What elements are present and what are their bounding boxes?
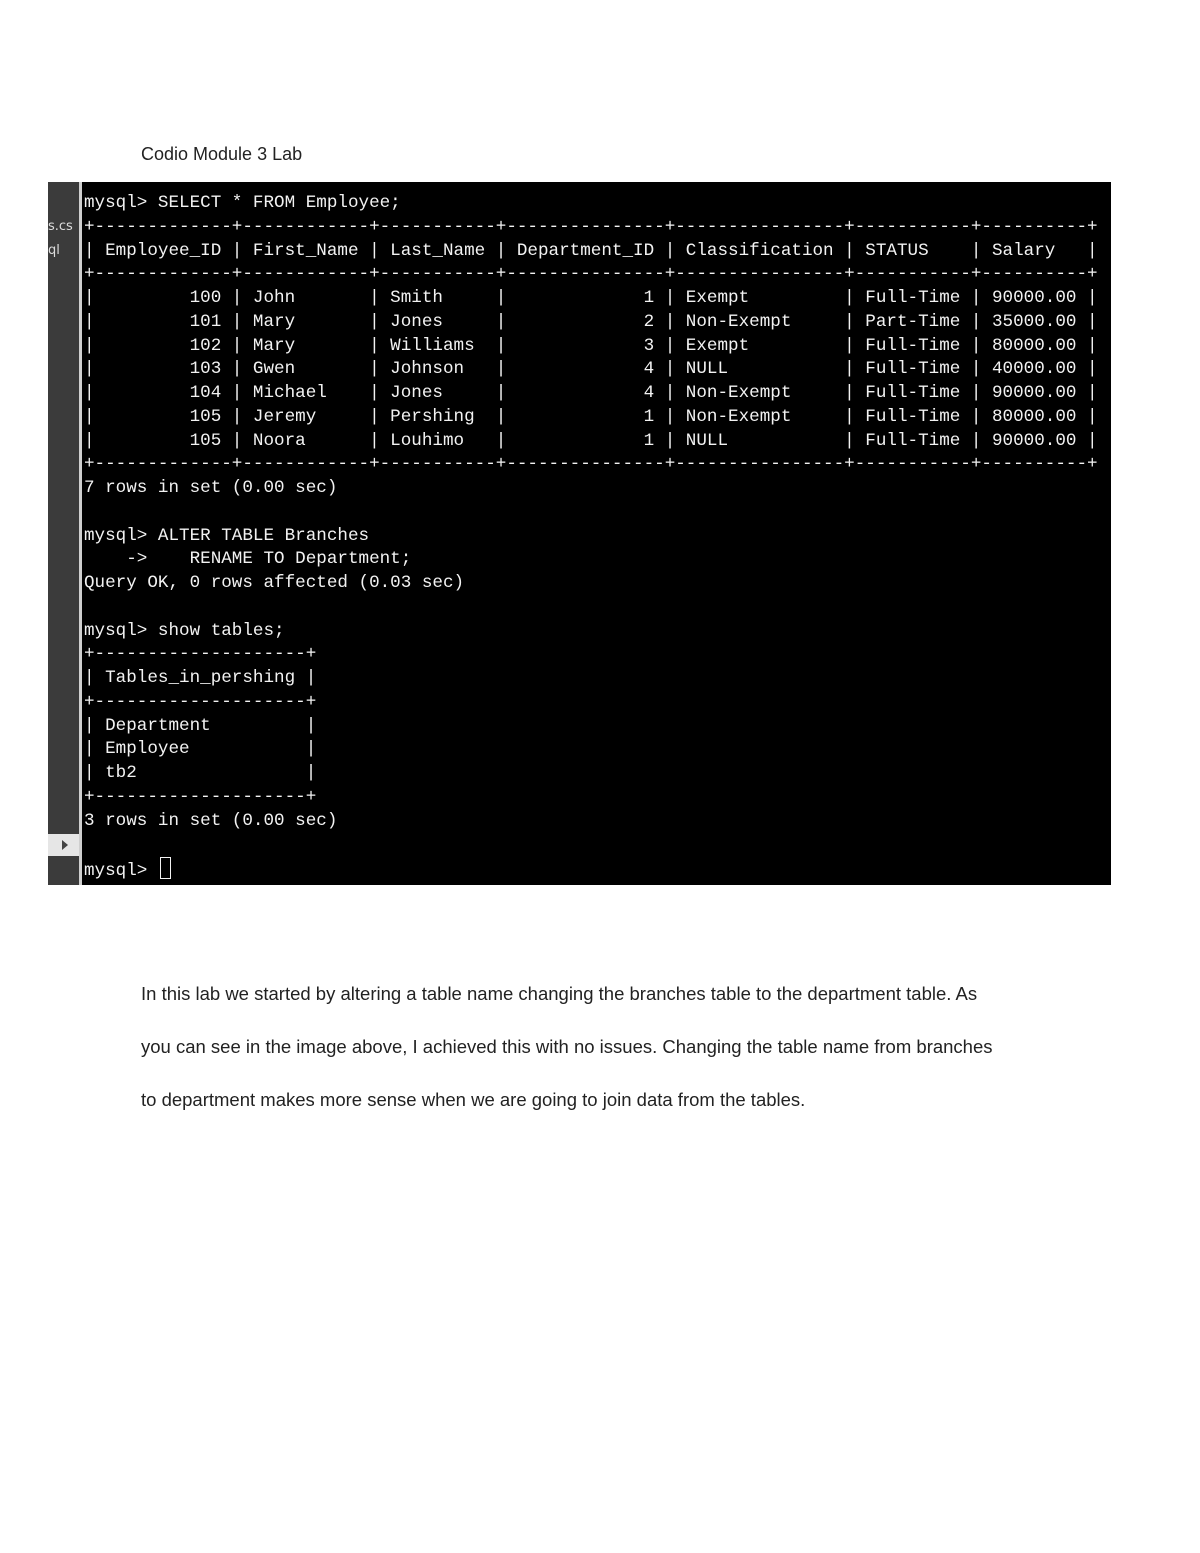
terminal-line: | 105 | Jeremy | Pershing | 1 | Non-Exempt | Full-Time | 80000.00 | [84, 406, 1098, 427]
terminal-line: 3 rows in set (0.00 sec) [84, 810, 338, 831]
chevron-right-icon [62, 840, 68, 850]
terminal-line: +--------------------+ [84, 644, 317, 665]
terminal-line: +--------------------+ [84, 691, 317, 712]
panel-divider [79, 182, 82, 885]
left-panel-text: s.cs [48, 219, 73, 234]
terminal-line: mysql> SELECT * FROM Employee; [84, 193, 401, 213]
terminal-prompt: mysql> [84, 861, 158, 881]
terminal-line: | 102 | Mary | Williams | 3 | Exempt | Full-Time | 80000.00 | [84, 335, 1098, 356]
terminal-line: | Employee | [84, 739, 317, 760]
terminal-line: +-------------+------------+-----------+---------------+----------------+-----------+----------+ [84, 264, 1098, 285]
left-panel-strip [48, 182, 79, 885]
terminal-output[interactable] [84, 192, 1098, 884]
terminal-line: mysql> ALTER TABLE Branches [84, 525, 370, 546]
document-title: Codio Module 3 Lab [141, 144, 303, 164]
left-panel-text: ql [48, 243, 60, 258]
terminal-line: mysql> show tables; [84, 620, 285, 641]
expand-button[interactable] [48, 834, 79, 856]
terminal-line: | Department | [84, 715, 317, 736]
terminal-line: | 101 | Mary | Jones | 2 | Non-Exempt | Part-Time | 35000.00 | [84, 311, 1098, 332]
paragraph-line: you can see in the image above, I achieved this with no issues. Changing the table name from branches [141, 1036, 993, 1057]
lab-description [141, 978, 1061, 1137]
terminal-line: | Employee_ID | First_Name | Last_Name | Department_ID | Classification | STATUS | Salary | [84, 240, 1098, 261]
terminal-screenshot [48, 182, 1111, 885]
terminal-line: | 100 | John | Smith | 1 | Exempt | Full-Time | 90000.00 | [84, 288, 1098, 308]
terminal-line: | 103 | Gwen | Johnson | 4 | NULL | Full-Time | 40000.00 | [84, 359, 1098, 380]
terminal-line: | Tables_in_pershing | [84, 668, 317, 688]
terminal-line: +-------------+------------+-----------+---------------+----------------+-----------+----------+ [84, 216, 1098, 237]
terminal-line: -> RENAME TO Department; [84, 549, 412, 570]
paragraph-line: In this lab we started by altering a table name changing the branches table to the department table. As [141, 983, 978, 1004]
terminal-line: Query OK, 0 rows affected (0.03 sec) [84, 573, 465, 593]
terminal-line: | tb2 | [84, 763, 317, 783]
paragraph-line: to department makes more sense when we are going to join data from the tables. [141, 1089, 806, 1110]
terminal-line: +-------------+------------+-----------+---------------+----------------+-----------+----------+ [84, 454, 1098, 475]
terminal-line: +--------------------+ [84, 786, 317, 807]
text-cursor [160, 857, 171, 879]
terminal-line: 7 rows in set (0.00 sec) [84, 478, 338, 498]
terminal-line: | 104 | Michael | Jones | 4 | Non-Exempt | Full-Time | 90000.00 | [84, 383, 1098, 403]
terminal-line: | 105 | Noora | Louhimo | 1 | NULL | Full-Time | 90000.00 | [84, 430, 1098, 451]
